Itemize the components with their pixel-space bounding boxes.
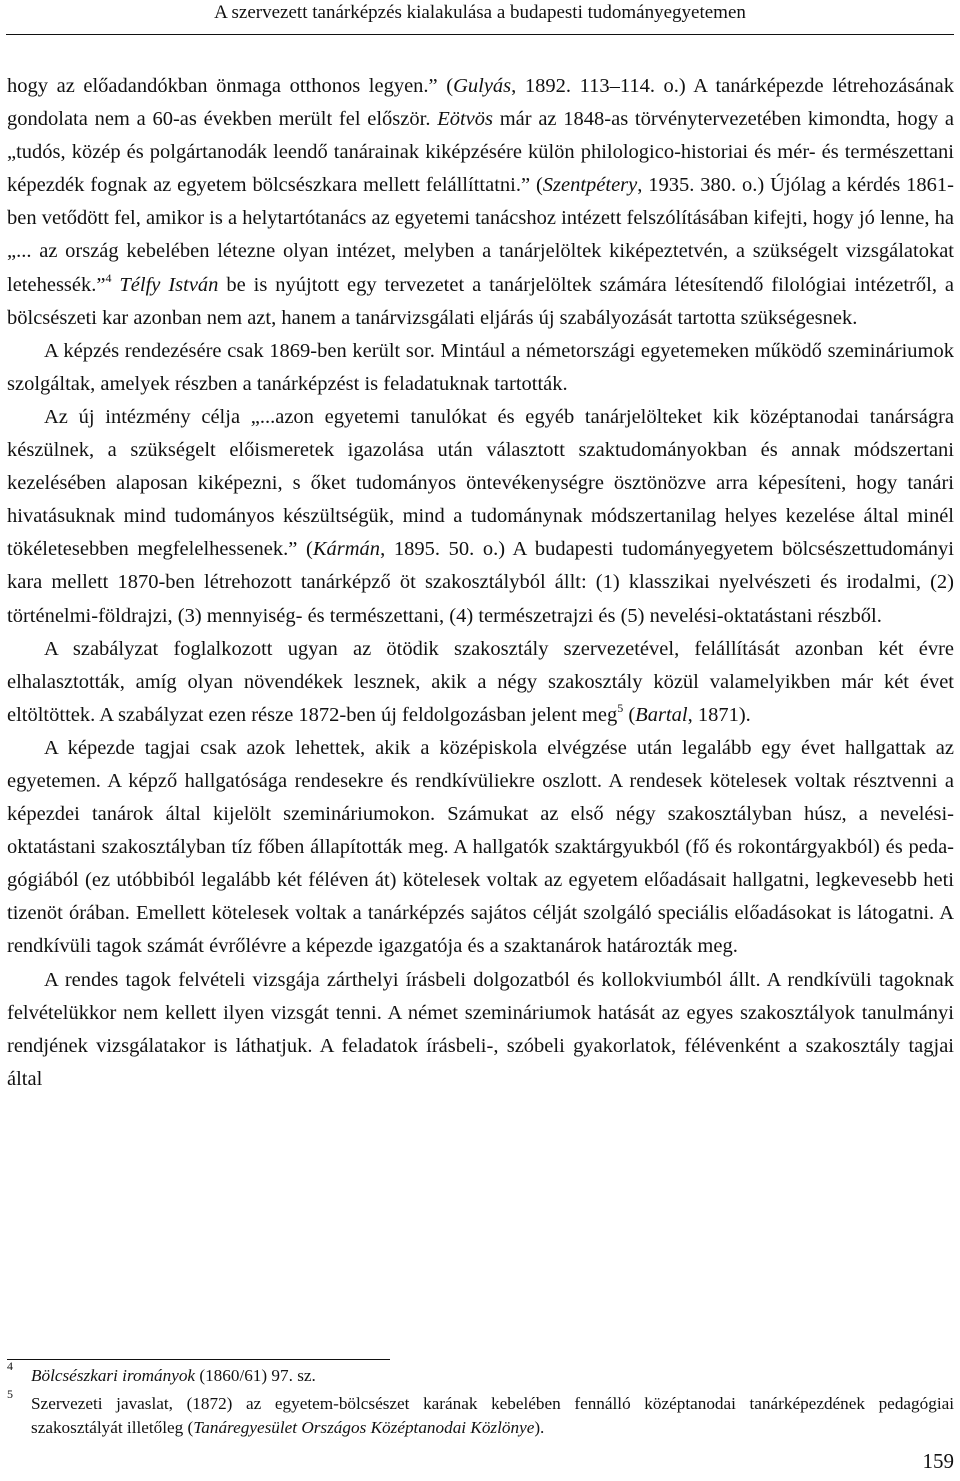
footnote-ref-5[interactable]: 5 <box>617 700 624 715</box>
footnote-number: 5 <box>7 1387 13 1401</box>
footnote-title: Tanáregyesület Országos Középtanodai Közlönye <box>193 1418 535 1437</box>
citation-author: Kármán <box>312 538 381 561</box>
footnote-title: Bölcsészkari irományok <box>31 1366 196 1385</box>
text-run: , 1895. 50. o.) A budapesti tudományegyetem bölcsészettudományi kara mellett 1870-ben létrehozott tanárképző öt szakosztályból állt: (1) klasszikai nyelvészeti és irodalmi, (2) történelmi-földrajzi, (3) mennyiség- és természettani, (4) természetrajzi és (5) nevelési-oktatástani részből. <box>7 538 955 627</box>
text-run: A szabályzat foglalkozott ugyan az ötödik szakosztály szervezetével, felállítását azonban két évre elhalasztották, amíg olyan növendékek lesznek, akik a négy szakosztály közül valamelyikben már két évet eltöltöttek. A szabályzat ezen része 1872-ben új feldolgozásban jelent meg <box>7 637 954 726</box>
footnote-text: ). <box>534 1418 545 1437</box>
paragraph-2: A képzés rendezésére csak 1869-ben került sor. Mintául a németországi egyetemeken működő szemináriumok szolgáltak, amelyek részben a tanárképzést is feladatuknak tartották. <box>7 339 954 395</box>
footnote-text: (1860/61) 97. sz. <box>195 1366 316 1385</box>
footnote-text: Szervezeti javaslat, (1872) az egyetem-bölcsészet karának kebelében fennálló középtanodai tanárképezdének pedagógiai szakosztályát illetőleg ( <box>31 1394 954 1437</box>
paragraph-4 <box>7 633 954 732</box>
page-number: 159 <box>922 1449 954 1473</box>
text-run: , 1892. 113–114. o.) A tanárképezde létrehozásának gondolata nem a 60-as években merült fel először. <box>7 75 954 131</box>
text-run: Az új intézmény célja „...azon egyetemi tanulókat és egyéb tanárjelölteket kik középtanodai tanárságra készülnek, a szükségelt előismeretek igazolása után választott szaktudományokban és annak módszertani kezelésében alaposan kiképezni, s őket tudományos öntevékenységre ösztönözve arra képesíteni, hogy tanári hivatásuknak mind tudományos készültségük, mind a tudománynak módszertanilag helyes kezelése által minél tökéletesebben megfelelhessenek.” ( <box>7 405 954 561</box>
person-name: Télfy István <box>119 273 219 296</box>
text-run: hogy az előadandókban önmaga otthonos legyen.” ( <box>7 75 454 97</box>
citation-author: Gulyás <box>453 75 512 97</box>
text-run: , 1871). <box>687 703 751 726</box>
footnote-5 <box>7 1387 954 1440</box>
paragraph-6: A rendes tagok felvételi vizsgája zárthelyi írásbeli dolgozatból és kollokviumból állt. A rendkívüli tagoknak felvételükkor nem kellett ilyen vizsgát tenni. A német szemináriumok hatását az egyes szakosztályok tanulmányi rendjének vizsgálatakor is láthatjuk. A feladatok írásbeli-, szóbeli gyakorlatok, félévenként a szakosztály tagjai által <box>7 968 954 1090</box>
body-text <box>7 70 954 1096</box>
header-rule <box>6 34 954 35</box>
footnote-4 <box>7 1359 954 1388</box>
footnote-ref-4[interactable]: 4 <box>105 270 112 285</box>
text-run: már az 1848-as törvénytervezetében kimondta, hogy a „tudós, közép és polgártanodák leendő tanárainak kiképzésére külön philologico-historiai és mér- és természettani képezdék fognak az egyetem bölcsészkara mellett felállíttatni.” ( <box>7 108 954 197</box>
footnote-number: 4 <box>7 1359 13 1373</box>
paragraph-5: A képezde tagjai csak azok lehettek, akik a középiskola elvégzése után legalább egy évet hallgattak az egyetemen. A képző hallgatósága rendesekre és rendkívüliekre oszlott. A rendesek kötelesek voltak résztvenni a képezdei tanárok által kijelölt szemináriumokon. Számukat az első négy szakosztályban húsz, a nevelési-oktatástani szakosztályban tíz főben állapították meg. A hallgatók szaktárgyukból (fő és rokontárgyakból) és pedagógiából (ez utóbbiból legalább két féléven át) kötelesek voltak az egyetem előadásait hallgatni, legkevesebb heti tizenöt órában. Emellett kötelesek voltak a tanárképzés sajátos célját szolgáló speciális előadásokat is látogatni. A rendkívüli tagok számát évrőlévre a képezde igazgatója és a szaktanárok határozták meg. <box>7 736 954 958</box>
text-run: ( <box>623 703 636 726</box>
citation-author: Bartal <box>635 703 688 726</box>
text-run: be is nyújtott egy tervezetet a tanárjelöltek számára létesítendő filológiai intézetről, a bölcsészeti kar azonban nem azt, hanem a tanárvizsgálati eljárás új szabályozását tartotta szükségesnek. <box>7 273 954 329</box>
paragraph-3 <box>7 401 954 633</box>
footnote-rule <box>7 1359 390 1360</box>
paragraph-1 <box>7 70 954 335</box>
running-header: A szervezett tanárképzés kialakulása a budapesti tudományegyetemen <box>214 2 746 23</box>
footnotes <box>7 1359 954 1440</box>
text-run: , 1935. 380. o.) Újólag a kérdés 1861-ben vetődött fel, amikor is a helytartótanács az egyetemi tanácshoz intézett felszólításában kifejti, hogy jó lenne, ha „... az ország kebelében létezne olyan intézet, melyben a tanárjelöltek kiképeztetvén, a szükségelt vizsgálatokat letehessék.” <box>7 174 954 296</box>
person-name: Eötvös <box>437 108 493 131</box>
citation-author: Szentpétery <box>542 174 638 197</box>
